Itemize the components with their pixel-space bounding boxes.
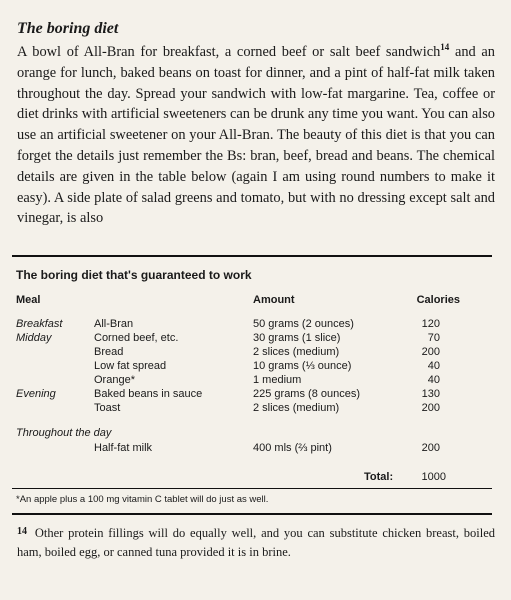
amount-cell: 225 grams (8 ounces) <box>253 388 360 400</box>
table-note-rule <box>12 488 492 489</box>
footnote <box>17 524 495 561</box>
item-cell: Half-fat milk <box>94 442 153 454</box>
total-label: Total: <box>364 471 394 483</box>
calories-cell: 70 <box>427 332 440 344</box>
meal-cell: Midday <box>16 332 52 344</box>
meal-cell: Throughout the day <box>16 427 112 439</box>
table-row <box>0 402 511 417</box>
amount-cell: 1 medium <box>253 374 302 386</box>
item-cell: Low fat spread <box>94 360 167 372</box>
table-row <box>0 374 511 389</box>
item-cell: Corned beef, etc. <box>94 332 179 344</box>
calories-cell: 40 <box>427 360 440 372</box>
table-row <box>0 318 511 333</box>
paragraph-text-start: A bowl of All-Bran for breakfast, a corned beef or salt beef sandwich <box>17 44 441 60</box>
item-cell: Orange* <box>94 374 135 386</box>
amount-cell: 10 grams (⅓ ounce) <box>253 360 352 372</box>
item-cell: Bread <box>94 346 124 358</box>
table-row <box>0 332 511 347</box>
header-meal: Meal <box>16 294 41 306</box>
table-note: *An apple plus a 100 mg vitamin C tablet will do just as well. <box>16 494 269 505</box>
item-cell: All-Bran <box>94 318 134 330</box>
amount-cell: 400 mls (⅔ pint) <box>253 442 332 454</box>
amount-cell: 2 slices (medium) <box>253 346 340 358</box>
body-paragraph <box>17 42 495 229</box>
table-row <box>0 442 511 457</box>
table-row <box>0 427 511 442</box>
table-row <box>0 346 511 361</box>
footnote-reference: 14 <box>440 42 450 52</box>
item-cell: Baked beans in sauce <box>94 388 203 400</box>
table-top-rule <box>12 255 492 257</box>
table-row <box>0 360 511 375</box>
item-cell: Toast <box>94 402 121 414</box>
calories-cell: 200 <box>421 442 440 454</box>
calories-cell: 200 <box>421 346 440 358</box>
footnote-number: 14 <box>17 526 27 537</box>
section-heading: The boring diet <box>17 20 119 37</box>
calories-cell: 40 <box>427 374 440 386</box>
total-value: 1000 <box>421 471 446 483</box>
header-calories: Calories <box>416 294 460 306</box>
footnote-text: Other protein fillings will do equally well, and you can substitute chicken breast, boiled ham, boiled egg, or canned tuna provided it is in brine. <box>17 526 496 559</box>
amount-cell: 2 slices (medium) <box>253 402 340 414</box>
calories-cell: 120 <box>421 318 440 330</box>
table-row <box>0 388 511 403</box>
calories-cell: 130 <box>421 388 440 400</box>
meal-cell: Breakfast <box>16 318 63 330</box>
amount-cell: 30 grams (1 slice) <box>253 332 341 344</box>
table-title: The boring diet that's guaranteed to work <box>16 268 252 282</box>
header-amount: Amount <box>253 294 295 306</box>
calories-cell: 200 <box>421 402 440 414</box>
amount-cell: 50 grams (2 ounces) <box>253 318 354 330</box>
paragraph-text-end: and an orange for lunch, baked beans on toast for dinner, and a pint of half-fat milk taken throughout the day. Spread your sandwich with low-fat margarine. Tea, coffee or diet drinks with artificial sweeteners can be drunk any time you want. You can also use an artificial sweetener on your All-Bran. The beauty of this diet is that you can forget the details just remember the Bs: bran, beef, bread and beans. The chemical details are given in the table below (again I am using round numbers to make it easy). A side plate of salad greens and tomato, but with no dressing except salt and vinegar, is also <box>17 44 496 227</box>
table-bottom-rule <box>12 513 492 515</box>
meal-cell: Evening <box>16 388 56 400</box>
